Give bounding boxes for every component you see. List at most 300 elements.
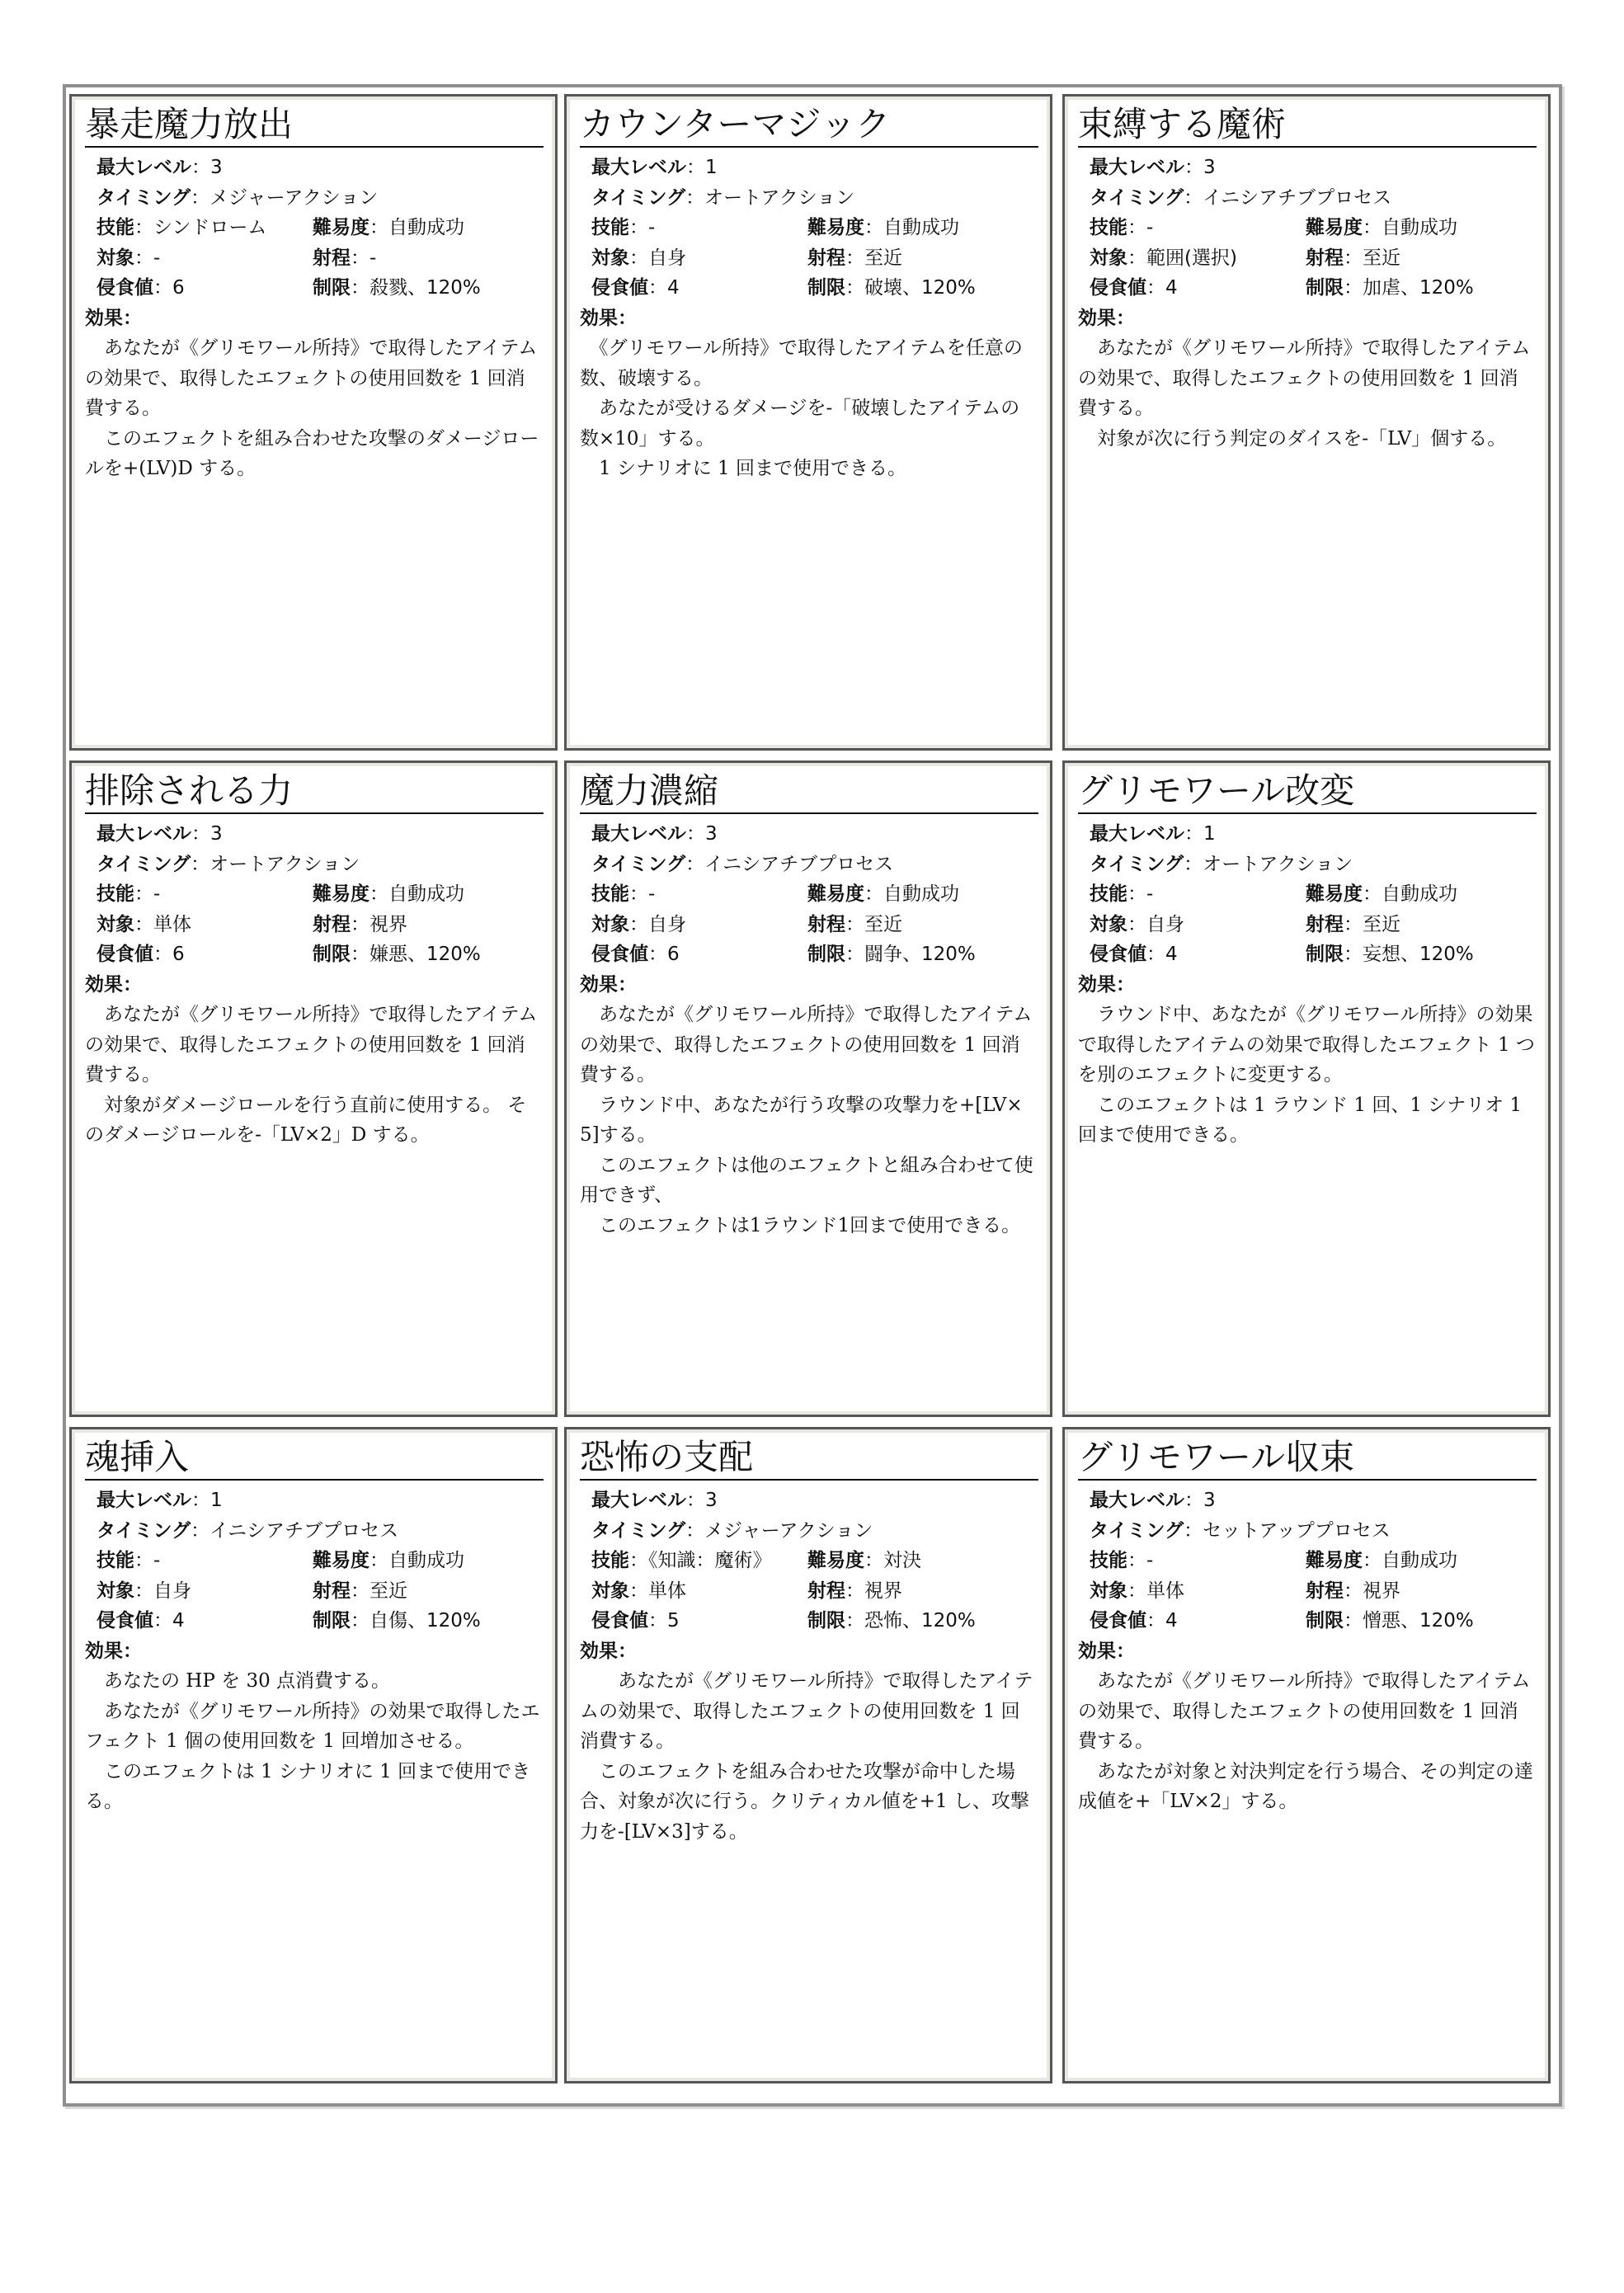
- target-value: ：自身: [629, 247, 686, 269]
- skill-cell: [591, 213, 807, 243]
- difficulty-value: ：自動成功: [1363, 883, 1457, 905]
- limit-label: 制限: [313, 944, 351, 965]
- effect-line: あなたが《グリモワール所持》で取得したアイテムの効果で、取得したエフェクトの使用回数を 1 回消費する。: [1078, 1670, 1531, 1752]
- limit-value: ：闘争、120%: [845, 944, 976, 965]
- max-level-label: 最大レベル: [1090, 1490, 1184, 1511]
- limit-value: ：自傷、120%: [351, 1610, 481, 1631]
- difficulty-label: 難易度: [1306, 1550, 1363, 1571]
- difficulty-value: ：対決: [864, 1550, 921, 1571]
- target-value: ：単体: [134, 913, 191, 935]
- erosion-value: ：6: [153, 944, 185, 965]
- erosion-label: 侵食値: [96, 944, 153, 965]
- range-cell: [807, 910, 902, 940]
- range-cell: [807, 243, 902, 274]
- target-row: [580, 1576, 1038, 1607]
- card-title: 魂挿入: [85, 1436, 544, 1481]
- card-title: カウンターマジック: [580, 103, 1038, 148]
- skill-row: [580, 1546, 1038, 1576]
- card-title: グリモワール収束: [1078, 1436, 1537, 1481]
- erosion-label: 侵食値: [96, 1610, 153, 1631]
- effect-line: あなたが《グリモワール所持》で取得したアイテムの効果で、取得したエフェクトの使用回数を 1 回消費する。: [580, 1004, 1033, 1085]
- timing-row: [580, 183, 1038, 214]
- effect-line: 1 シナリオに 1 回まで使用できる。: [580, 458, 906, 479]
- effect-heading: 効果：: [1078, 973, 1135, 996]
- target-label: 対象: [591, 913, 629, 935]
- skill-label: 技能: [96, 217, 134, 238]
- timing-value: ：イニシアチブプロセス: [685, 853, 894, 875]
- difficulty-cell: [807, 879, 959, 910]
- target-value: ：範囲(選択): [1127, 247, 1237, 269]
- effect-line: ラウンド中、あなたが行う攻撃の攻撃力を+[LV×5]する。: [580, 1094, 1023, 1146]
- effect-line: 《グリモワール所持》で取得したアイテムを任意の数、破壊する。: [580, 337, 1023, 389]
- difficulty-value: ：自動成功: [1363, 217, 1457, 238]
- card-title: 魔力濃縮: [580, 770, 1038, 814]
- difficulty-label: 難易度: [807, 883, 864, 905]
- effect-line: あなたが《グリモワール所持》で取得したアイテムの効果で、取得したエフェクトの使用回数を 1 回消費する。: [85, 337, 538, 419]
- skill-value: ：-: [629, 883, 656, 905]
- max-level-row: [85, 153, 544, 183]
- difficulty-cell: [313, 879, 464, 910]
- limit-cell: [1306, 1606, 1474, 1636]
- skill-cell: [1090, 1546, 1306, 1576]
- effect-card-6: [1062, 760, 1551, 1417]
- erosion-row: [85, 939, 544, 970]
- effect-heading: 効果：: [580, 973, 637, 996]
- card-content: [1078, 1436, 1537, 1817]
- erosion-row: [580, 1606, 1038, 1636]
- target-row: [85, 1576, 544, 1607]
- skill-value: ：-: [134, 883, 161, 905]
- erosion-cell: [591, 939, 807, 970]
- difficulty-label: 難易度: [313, 1550, 370, 1571]
- limit-cell: [313, 939, 481, 970]
- erosion-label: 侵食値: [591, 1610, 648, 1631]
- erosion-row: [85, 1606, 544, 1636]
- difficulty-value: ：自動成功: [370, 1550, 464, 1571]
- timing-label: タイミング: [96, 186, 191, 209]
- timing-row: [1078, 1516, 1537, 1547]
- skill-label: 技能: [96, 883, 134, 905]
- effect-line: このエフェクトは 1 シナリオに 1 回まで使用できる。: [85, 1760, 531, 1812]
- timing-value: ：メジャーアクション: [191, 186, 379, 209]
- limit-value: ：加虐、120%: [1344, 277, 1474, 299]
- skill-value: ：シンドローム: [134, 217, 267, 238]
- difficulty-value: ：自動成功: [370, 217, 464, 238]
- erosion-row: [1078, 939, 1537, 970]
- target-cell: [591, 243, 807, 274]
- limit-label: 制限: [1306, 944, 1344, 965]
- range-label: 射程: [313, 1580, 351, 1602]
- max-level-value: ：3: [686, 823, 718, 845]
- max-level-row: [1078, 1486, 1537, 1516]
- skill-row: [85, 213, 544, 243]
- max-level-row: [1078, 819, 1537, 850]
- effect-line: あなたが受けるダメージを-「破壊したアイテムの数×10」する。: [580, 398, 1020, 450]
- difficulty-label: 難易度: [313, 217, 370, 238]
- effect-card-3: [1062, 94, 1551, 751]
- target-label: 対象: [591, 247, 629, 269]
- range-cell: [1306, 243, 1400, 274]
- skill-value: ：-: [629, 217, 656, 238]
- timing-row: [1078, 850, 1537, 880]
- target-label: 対象: [96, 913, 134, 935]
- difficulty-label: 難易度: [1306, 883, 1363, 905]
- skill-value: ：-: [134, 1550, 161, 1571]
- erosion-value: ：6: [648, 944, 680, 965]
- limit-label: 制限: [807, 944, 845, 965]
- effect-card-7: [69, 1427, 558, 2083]
- difficulty-cell: [807, 1546, 921, 1576]
- erosion-cell: [96, 273, 313, 304]
- erosion-value: ：6: [153, 277, 185, 299]
- range-cell: [313, 243, 376, 274]
- difficulty-value: ：自動成功: [1363, 1550, 1457, 1571]
- timing-label: タイミング: [1090, 1519, 1184, 1542]
- max-level-label: 最大レベル: [96, 1490, 191, 1511]
- erosion-row: [1078, 1606, 1537, 1636]
- target-cell: [1090, 910, 1306, 940]
- effect-body: [580, 333, 1038, 484]
- effect-body: [85, 333, 544, 484]
- timing-value: ：オートアクション: [191, 853, 360, 875]
- timing-label: タイミング: [591, 186, 686, 209]
- erosion-value: ：5: [648, 1610, 680, 1631]
- range-value: ：視界: [351, 913, 407, 935]
- timing-row: [580, 850, 1038, 880]
- erosion-value: ：4: [1146, 1610, 1178, 1631]
- max-level-value: ：1: [686, 157, 718, 178]
- timing-value: ：オートアクション: [685, 186, 855, 209]
- card-content: [1078, 103, 1537, 454]
- target-value: ：単体: [1127, 1580, 1184, 1602]
- max-level-row: [580, 819, 1038, 850]
- limit-value: ：嫌悪、120%: [351, 944, 481, 965]
- limit-label: 制限: [1306, 1610, 1344, 1631]
- effect-body: [1078, 1666, 1537, 1817]
- effect-card-4: [69, 760, 558, 1417]
- limit-cell: [807, 939, 976, 970]
- limit-cell: [807, 273, 976, 304]
- range-value: ：-: [351, 247, 377, 269]
- target-row: [1078, 243, 1537, 274]
- range-cell: [313, 1576, 407, 1607]
- skill-cell: [591, 1546, 807, 1576]
- effect-line: このエフェクトは他のエフェクトと組み合わせて使用できず、: [580, 1154, 1033, 1206]
- limit-value: ：憎悪、120%: [1344, 1610, 1474, 1631]
- skill-label: 技能: [96, 1550, 134, 1571]
- erosion-cell: [1090, 273, 1306, 304]
- timing-value: ：オートアクション: [1184, 853, 1353, 875]
- target-value: ：自身: [134, 1580, 191, 1602]
- card-title: 排除される力: [85, 770, 544, 814]
- skill-cell: [1090, 879, 1306, 910]
- difficulty-value: ：自動成功: [370, 883, 464, 905]
- effect-heading: 効果：: [85, 973, 142, 996]
- target-value: ：自身: [1127, 913, 1184, 935]
- effect-body: [1078, 1000, 1537, 1151]
- effect-body: [85, 1666, 544, 1817]
- limit-value: ：破壊、120%: [845, 277, 976, 299]
- skill-row: [580, 213, 1038, 243]
- target-value: ：単体: [629, 1580, 686, 1602]
- difficulty-cell: [1306, 1546, 1457, 1576]
- effect-line: 対象がダメージロールを行う直前に使用する。 そのダメージロールを-「LV×2」D する。: [85, 1094, 527, 1146]
- effect-card-9: [1062, 1427, 1551, 2083]
- target-value: ：自身: [629, 913, 686, 935]
- skill-row: [1078, 1546, 1537, 1576]
- erosion-label: 侵食値: [591, 277, 648, 299]
- skill-label: 技能: [1090, 1550, 1127, 1571]
- skill-row: [85, 879, 544, 910]
- limit-cell: [1306, 273, 1474, 304]
- effect-line: このエフェクトを組み合わせた攻撃が命中した場合、対象が次に行う。クリティカル値を+1 し、攻撃力を-[LV×3]する。: [580, 1760, 1029, 1843]
- effect-line: あなたが対象と対決判定を行う場合、その判定の達成値を+「LV×2」する。: [1078, 1760, 1533, 1812]
- effect-heading: 効果：: [85, 307, 142, 329]
- range-label: 射程: [313, 247, 351, 269]
- skill-cell: [96, 1546, 313, 1576]
- max-level-value: ：1: [191, 1490, 223, 1511]
- skill-row: [580, 879, 1038, 910]
- target-cell: [96, 910, 313, 940]
- effect-line: このエフェクトは1ラウンド1回まで使用できる。: [580, 1214, 1021, 1236]
- target-row: [580, 910, 1038, 940]
- range-value: ：至近: [845, 247, 902, 269]
- target-label: 対象: [1090, 247, 1127, 269]
- effect-heading: 効果：: [580, 1640, 637, 1662]
- skill-cell: [96, 213, 313, 243]
- limit-label: 制限: [313, 1610, 351, 1631]
- difficulty-label: 難易度: [807, 217, 864, 238]
- skill-row: [85, 1546, 544, 1576]
- erosion-label: 侵食値: [1090, 1610, 1146, 1631]
- max-level-value: ：3: [191, 823, 223, 845]
- erosion-cell: [591, 1606, 807, 1636]
- effect-heading: 効果：: [1078, 307, 1135, 329]
- timing-label: タイミング: [591, 1519, 686, 1542]
- erosion-value: ：4: [153, 1610, 185, 1631]
- effect-card-2: [564, 94, 1052, 751]
- max-level-value: ：3: [1184, 157, 1216, 178]
- effect-line: このエフェクトは 1 ラウンド 1 回、1 シナリオ 1 回まで使用できる。: [1078, 1094, 1523, 1146]
- limit-value: ：殺戮、120%: [351, 277, 481, 299]
- erosion-label: 侵食値: [96, 277, 153, 299]
- effect-line: 対象が次に行う判定のダイスを-「LV」個する。: [1078, 427, 1507, 450]
- limit-cell: [1306, 939, 1474, 970]
- card-sheet: [63, 84, 1562, 2107]
- erosion-label: 侵食値: [1090, 277, 1146, 299]
- effect-card-1: [69, 94, 558, 751]
- erosion-value: ：4: [1146, 944, 1178, 965]
- target-label: 対象: [96, 247, 134, 269]
- skill-value: ：《知識：魔術》: [629, 1550, 772, 1571]
- effect-line: あなたが《グリモワール所持》で取得したアイテムの効果で、取得したエフェクトの使用回数を 1 回消費する。: [1078, 337, 1531, 419]
- card-title: グリモワール改変: [1078, 770, 1537, 814]
- timing-row: [85, 1516, 544, 1547]
- card-content: [1078, 770, 1537, 1151]
- difficulty-value: ：自動成功: [864, 217, 959, 238]
- timing-value: ：イニシアチブプロセス: [191, 1519, 399, 1542]
- limit-label: 制限: [807, 1610, 845, 1631]
- erosion-cell: [96, 939, 313, 970]
- range-label: 射程: [807, 913, 845, 935]
- card-title: 暴走魔力放出: [85, 103, 544, 148]
- erosion-label: 侵食値: [591, 944, 648, 965]
- skill-cell: [96, 879, 313, 910]
- effect-heading: 効果：: [580, 307, 637, 329]
- target-value: ：-: [134, 247, 161, 269]
- target-cell: [1090, 243, 1306, 274]
- card-content: [85, 1436, 544, 1817]
- target-label: 対象: [96, 1580, 134, 1602]
- skill-label: 技能: [591, 217, 629, 238]
- effect-body: [1078, 333, 1537, 454]
- target-row: [85, 243, 544, 274]
- effect-body: [580, 1000, 1038, 1241]
- effect-line: このエフェクトを組み合わせた攻撃のダメージロールを+(LV)D する。: [85, 427, 539, 479]
- erosion-cell: [1090, 1606, 1306, 1636]
- range-cell: [1306, 910, 1400, 940]
- skill-label: 技能: [1090, 217, 1127, 238]
- max-level-row: [580, 153, 1038, 183]
- effect-card-5: [564, 760, 1052, 1417]
- erosion-row: [85, 273, 544, 304]
- difficulty-value: ：自動成功: [864, 883, 959, 905]
- difficulty-cell: [1306, 879, 1457, 910]
- card-content: [580, 770, 1038, 1241]
- max-level-value: ：1: [1184, 823, 1216, 845]
- timing-label: タイミング: [1090, 186, 1184, 209]
- range-label: 射程: [807, 1580, 845, 1602]
- target-cell: [591, 910, 807, 940]
- erosion-row: [580, 939, 1038, 970]
- card-title: 恐怖の支配: [580, 1436, 1038, 1481]
- max-level-label: 最大レベル: [591, 1490, 686, 1511]
- skill-cell: [1090, 213, 1306, 243]
- target-cell: [96, 1576, 313, 1607]
- range-value: ：視界: [1344, 1580, 1400, 1602]
- erosion-cell: [96, 1606, 313, 1636]
- skill-row: [1078, 879, 1537, 910]
- card-content: [85, 770, 544, 1151]
- range-cell: [1306, 1576, 1400, 1607]
- erosion-label: 侵食値: [1090, 944, 1146, 965]
- effect-line: ラウンド中、あなたが《グリモワール所持》の効果で取得したアイテムの効果で取得したエフェクト 1 つを別のエフェクトに変更する。: [1078, 1004, 1535, 1085]
- skill-value: ：-: [1127, 1550, 1154, 1571]
- target-label: 対象: [1090, 913, 1127, 935]
- difficulty-cell: [313, 213, 464, 243]
- target-row: [1078, 910, 1537, 940]
- range-label: 射程: [1306, 247, 1344, 269]
- effect-card-8: [564, 1427, 1052, 2083]
- target-row: [1078, 1576, 1537, 1607]
- difficulty-label: 難易度: [807, 1550, 864, 1571]
- effect-body: [85, 1000, 544, 1151]
- card-content: [580, 103, 1038, 484]
- timing-row: [1078, 183, 1537, 214]
- difficulty-label: 難易度: [313, 883, 370, 905]
- effect-line: あなたが《グリモワール所持》で取得したアイテムの効果で、取得したエフェクトの使用回数を 1 回消費する。: [580, 1670, 1033, 1752]
- target-cell: [1090, 1576, 1306, 1607]
- max-level-value: ：3: [191, 157, 223, 178]
- effect-line: あなたが《グリモワール所持》の効果で取得したエフェクト 1 個の使用回数を 1 回増加させる。: [85, 1700, 540, 1752]
- skill-label: 技能: [591, 1550, 629, 1571]
- skill-row: [1078, 213, 1537, 243]
- difficulty-cell: [807, 213, 959, 243]
- limit-value: ：恐怖、120%: [845, 1610, 976, 1631]
- difficulty-label: 難易度: [1306, 217, 1363, 238]
- skill-label: 技能: [1090, 883, 1127, 905]
- max-level-label: 最大レベル: [1090, 157, 1184, 178]
- skill-value: ：-: [1127, 217, 1154, 238]
- effect-line: あなたの HP を 30 点消費する。: [85, 1670, 391, 1692]
- timing-value: ：メジャーアクション: [685, 1519, 873, 1542]
- timing-label: タイミング: [96, 1519, 191, 1542]
- limit-label: 制限: [1306, 277, 1344, 299]
- timing-label: タイミング: [1090, 853, 1184, 875]
- limit-cell: [807, 1606, 976, 1636]
- max-level-row: [580, 1486, 1038, 1516]
- card-content: [580, 1436, 1038, 1847]
- erosion-row: [1078, 273, 1537, 304]
- effect-line: あなたが《グリモワール所持》で取得したアイテムの効果で、取得したエフェクトの使用回数を 1 回消費する。: [85, 1004, 538, 1085]
- timing-label: タイミング: [591, 853, 686, 875]
- effect-heading: 効果：: [1078, 1640, 1135, 1662]
- range-label: 射程: [1306, 913, 1344, 935]
- range-label: 射程: [807, 247, 845, 269]
- max-level-row: [85, 819, 544, 850]
- range-value: ：至近: [1344, 913, 1400, 935]
- timing-value: ：セットアッププロセス: [1184, 1519, 1391, 1542]
- target-row: [85, 910, 544, 940]
- target-label: 対象: [1090, 1580, 1127, 1602]
- erosion-cell: [1090, 939, 1306, 970]
- max-level-label: 最大レベル: [96, 157, 191, 178]
- max-level-label: 最大レベル: [591, 157, 686, 178]
- skill-cell: [591, 879, 807, 910]
- range-cell: [313, 910, 407, 940]
- limit-cell: [313, 273, 481, 304]
- range-cell: [807, 1576, 902, 1607]
- limit-label: 制限: [313, 277, 351, 299]
- target-label: 対象: [591, 1580, 629, 1602]
- max-level-label: 最大レベル: [1090, 823, 1184, 845]
- skill-label: 技能: [591, 883, 629, 905]
- timing-row: [580, 1516, 1038, 1547]
- range-value: ：至近: [351, 1580, 407, 1602]
- effect-body: [580, 1666, 1038, 1847]
- card-content: [85, 103, 544, 484]
- max-level-value: ：3: [686, 1490, 718, 1511]
- erosion-row: [580, 273, 1038, 304]
- max-level-row: [85, 1486, 544, 1516]
- skill-value: ：-: [1127, 883, 1154, 905]
- target-cell: [96, 243, 313, 274]
- limit-value: ：妄想、120%: [1344, 944, 1474, 965]
- timing-value: ：イニシアチブプロセス: [1184, 186, 1392, 209]
- max-level-row: [1078, 153, 1537, 183]
- max-level-value: ：3: [1184, 1490, 1216, 1511]
- erosion-cell: [591, 273, 807, 304]
- range-label: 射程: [1306, 1580, 1344, 1602]
- erosion-value: ：4: [1146, 277, 1178, 299]
- card-title: 束縛する魔術: [1078, 103, 1537, 148]
- difficulty-cell: [1306, 213, 1457, 243]
- max-level-label: 最大レベル: [591, 823, 686, 845]
- target-row: [580, 243, 1038, 274]
- max-level-label: 最大レベル: [96, 823, 191, 845]
- timing-row: [85, 850, 544, 880]
- range-value: ：至近: [845, 913, 902, 935]
